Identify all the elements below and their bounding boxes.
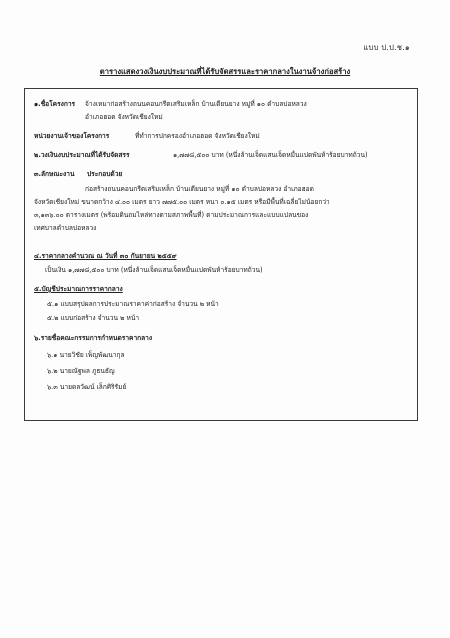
estimate-list-item-2: ๕.๒ แบบก่อสร้าง จำนวน ๒ หน้า [47,314,140,322]
work-description-line-2: จังหวัดเชียงใหม่ ขนาดกว้าง ๔.๐๐ เมตร ยาว ๗๗๕.๐๐ เมตร หนา ๐.๑๕ เมตร หรือมีพื้นที่เฉลี่ยไม่น้อยกว่า [34,198,330,206]
estimate-list-item-1: ๕.๑ แบบสรุปผลการประมาณราคาค่าก่อสร้าง จำนวน ๒ หน้า [47,300,219,308]
owner-unit-heading: หน่วยงานเจ้าของโครงการ [34,132,110,140]
estimate-list-heading: ๕.บัญชีประมาณการราคากลาง [34,285,123,293]
budget-text: ๑,๗๗๘,๕๐๐ บาท (หนึ่งล้านเจ็ดแสนเจ็ดหมื่นแปดพันห้าร้อยบาทถ้วน) [173,151,368,159]
work-description-line-4: เทศบาลตำบลบ่อหลวง [34,224,97,232]
work-description-heading-2: ประกอบด้วย [87,170,123,178]
project-name-heading: ๑.ชื่อโครงการ [34,100,76,108]
committee-member-3: ๖.๓ นายดลวัฒน์ เล็กศิริรัมย์ [47,383,127,391]
project-name-text-1: จ้างเหมาก่อสร้างถนนคอนกรีตเสริมเหล็ก บ้านเตียนยาง หมู่ที่ ๑๐ ตำบลบ่อหลวง [85,100,307,108]
reference-price-heading: ๔.ราคากลางคำนวณ ณ วันที่ ๓๐ กันยายน ๒๕๕๙ [34,252,177,260]
project-name-text-2: อำเภอฮอด จังหวัดเชียงใหม่ [85,113,163,121]
committee-member-1: ๖.๑ นายวิชัย เพ็ญพัฒนากุล [47,351,125,359]
work-description-line-1: ก่อสร้างถนนคอนกรีตเสริมเหล็ก บ้านเตียนยาง หมู่ที่ ๑๐ ตำบลบ่อหลวง อำเภอฮอด [85,185,314,193]
document-title: ตารางแสดงวงเงินงบประมาณที่ได้รับจัดสรรและราคากลางในงานจ้างก่อสร้าง [99,67,351,76]
committee-member-2: ๖.๒ นายณัฐพล ภูธนธัญ [47,367,115,375]
owner-unit-text: ที่ทำการปกครองอำเภอฮอด จังหวัดเชียงใหม่ [135,132,260,140]
form-code: แบบ ป.ป.ช.๑ [363,43,410,52]
content-frame [24,88,418,421]
reference-price-text: เป็นเงิน ๑,๗๗๘,๕๐๐ บาท (หนึ่งล้านเจ็ดแสนเจ็ดหมื่นแปดพันห้าร้อยบาทถ้วน) [45,266,263,274]
committee-heading: ๖.รายชื่อคณะกรรมการกำหนดราคากลาง [34,334,153,342]
budget-heading: ๒.วงเงินงบประมาณที่ได้รับจัดสรร [34,151,130,159]
work-description-heading: ๓.ลักษณะงาน [34,170,75,178]
work-description-line-3: ๓,๑๓๖.๐๐ ตารางเมตร (พร้อมดินถมไหล่ทางตามสภาพพื้นที่) ตามประมาณการและแบบแปลนของ [34,211,309,219]
